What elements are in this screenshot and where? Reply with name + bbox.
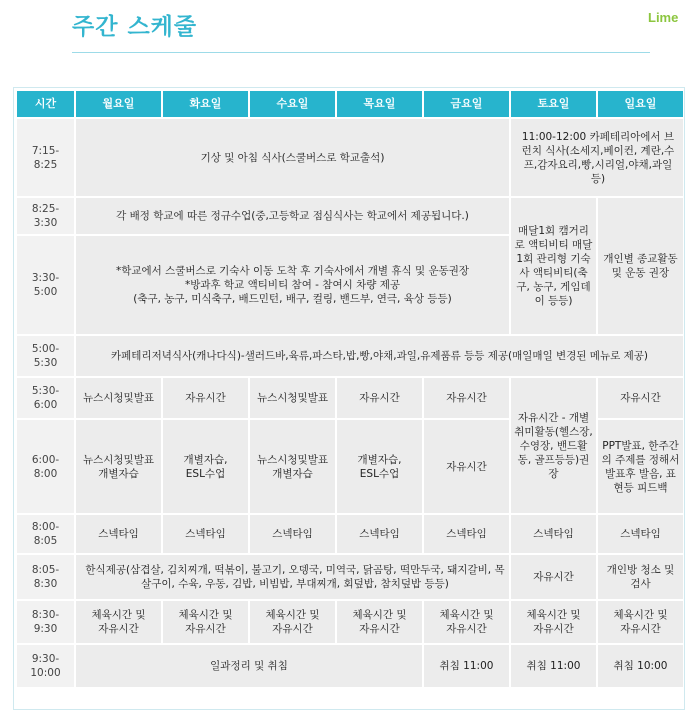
time-cell: 5:00- 5:30 [16, 335, 75, 377]
snack-cell: 스넥타임 [162, 514, 249, 554]
header-saturday: 토요일 [510, 90, 597, 118]
wednesday-cell: 뉴스시청및발표 [249, 377, 336, 419]
saturday-cell: 자유시간 [510, 554, 597, 600]
afterschool-line-2: *방과후 학교 액티비티 참여 - 참여시 차량 제공 [185, 279, 400, 291]
dinner-cell: 카페테리저녁식사(캐나다식)-샐러드바,육류,파스타,밥,빵,야채,과일,유제품류 등등 제공(매일매일 변경된 메뉴로 제공) [75, 335, 684, 377]
korean-meal-cell: 한식제공(삼겹살, 김치찌개, 떡볶이, 불고기, 오뎅국, 미역국, 닭곰탕, 떡만두국, 돼지갈비, 목살구이, 수육, 우동, 김밥, 비빔밥, 부대찌개, 회덮밥, 참치덮밥 등등) [75, 554, 510, 600]
sunday-religion-cell: 개인별 종교활동 및 운동 권장 [597, 197, 684, 335]
friday-bedtime-cell: 취침 11:00 [423, 644, 510, 688]
snack-cell: 스넥타임 [249, 514, 336, 554]
time-cell: 8:25- 3:30 [16, 197, 75, 235]
monday-cell: 뉴스시청및발표 개별자습 [75, 419, 162, 514]
table-row [16, 554, 684, 600]
thursday-cell: 개별자습, ESL수업 [336, 419, 423, 514]
monday-cell: 뉴스시청및발표 [75, 377, 162, 419]
sunday-ppt-cell: PPT발표, 한주간의 주제를 정해서 발표후 발음, 표현등 피드백 [597, 419, 684, 514]
pe-cell: 체육시간 및 자유시간 [249, 600, 336, 644]
sunday-bedtime-cell: 취침 10:00 [597, 644, 684, 688]
friday-cell: 자유시간 [423, 419, 510, 514]
weekday-school-cell: 각 배정 학교에 따른 정규수업(중,고등학교 점심식사는 학교에서 제공됩니다.) [75, 197, 510, 235]
saturday-activity-cell: 매달1회 캠거리로 액티비티 매달1회 관리형 기숙사 액티비티(축구, 농구, 게임데이 등등) [510, 197, 597, 335]
saturday-bedtime-cell: 취침 11:00 [510, 644, 597, 688]
table-row [16, 377, 684, 419]
tuesday-cell: 자유시간 [162, 377, 249, 419]
time-cell: 3:30- 5:00 [16, 235, 75, 335]
header-friday: 금요일 [423, 90, 510, 118]
table-row [16, 335, 684, 377]
time-cell: 9:30- 10:00 [16, 644, 75, 688]
header-tuesday: 화요일 [162, 90, 249, 118]
weekly-schedule-table [15, 89, 685, 689]
pe-cell: 체육시간 및 자유시간 [423, 600, 510, 644]
table-row [16, 600, 684, 644]
time-cell: 7:15- 8:25 [16, 118, 75, 197]
time-cell: 5:30- 6:00 [16, 377, 75, 419]
weekday-bedtime-cell: 일과정리 및 취침 [75, 644, 423, 688]
header-monday: 월요일 [75, 90, 162, 118]
header-thursday: 목요일 [336, 90, 423, 118]
header-row [16, 90, 684, 118]
title-divider [72, 52, 650, 53]
friday-cell: 자유시간 [423, 377, 510, 419]
pe-cell: 체육시간 및 자유시간 [162, 600, 249, 644]
pe-cell: 체육시간 및 자유시간 [336, 600, 423, 644]
header-wednesday: 수요일 [249, 90, 336, 118]
pe-cell: 체육시간 및 자유시간 [510, 600, 597, 644]
snack-cell: 스넥타임 [510, 514, 597, 554]
table-row [16, 197, 684, 235]
time-cell: 8:05- 8:30 [16, 554, 75, 600]
saturday-hobby-cell: 자유시간 - 개별 취미활동(헬스장, 수영장, 밴드활동, 골프등등)권장 [510, 377, 597, 514]
page-title: 주간 스케줄 [72, 14, 198, 40]
snack-cell: 스넥타임 [75, 514, 162, 554]
table-row [16, 118, 684, 197]
afterschool-line-3: (축구, 농구, 미식축구, 배드민턴, 배구, 컬링, 밴드부, 연극, 육상 등등) [133, 293, 452, 305]
tuesday-cell: 개별자습, ESL수업 [162, 419, 249, 514]
afterschool-line-1: *학교에서 스쿨버스로 기숙사 이동 도착 후 기숙사에서 개별 휴식 및 운동권장 [115, 265, 470, 277]
weekday-breakfast-cell: 기상 및 아침 식사(스쿨버스로 학교출석) [75, 118, 510, 197]
thursday-cell: 자유시간 [336, 377, 423, 419]
time-cell: 6:00- 8:00 [16, 419, 75, 514]
time-cell: 8:00- 8:05 [16, 514, 75, 554]
snack-cell: 스넥타임 [336, 514, 423, 554]
wednesday-cell: 뉴스시청및발표 개별자습 [249, 419, 336, 514]
sunday-cell: 자유시간 [597, 377, 684, 419]
time-cell: 8:30- 9:30 [16, 600, 75, 644]
table-row [16, 514, 684, 554]
weekday-afterschool-cell [75, 235, 510, 335]
sunday-cleaning-cell: 개인방 청소 및 검사 [597, 554, 684, 600]
pe-cell: 체육시간 및 자유시간 [597, 600, 684, 644]
pe-cell: 체육시간 및 자유시간 [75, 600, 162, 644]
header-sunday: 일요일 [597, 90, 684, 118]
header-time: 시간 [16, 90, 75, 118]
snack-cell: 스넥타임 [423, 514, 510, 554]
brand-logo: Lime [648, 10, 679, 25]
snack-cell: 스넥타임 [597, 514, 684, 554]
table-row [16, 644, 684, 688]
weekend-brunch-cell: 11:00-12:00 카페테리아에서 브런치 식사(소세지,베이컨, 계란,수프,감자요리,빵,시리얼,야채,과일 등) [510, 118, 684, 197]
